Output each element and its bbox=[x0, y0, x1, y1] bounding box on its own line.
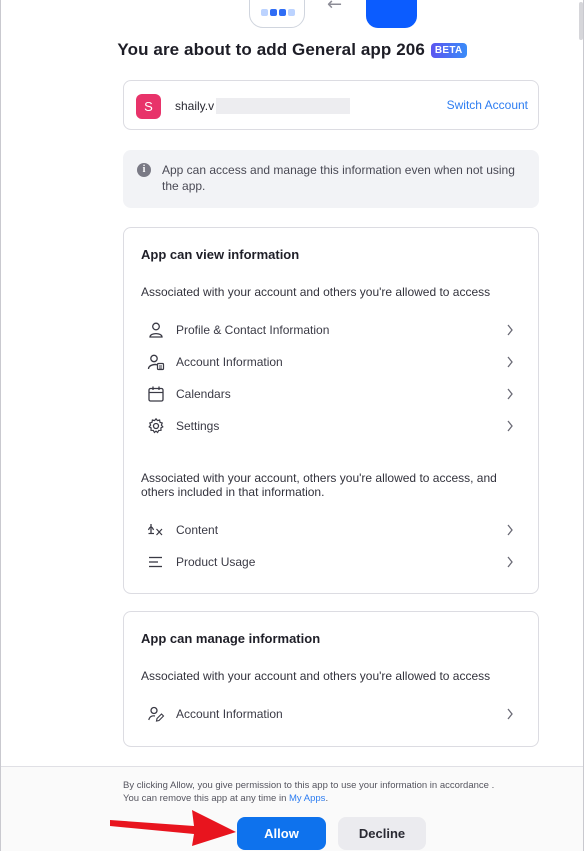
account-name: shaily.v bbox=[175, 99, 215, 113]
permission-settings[interactable] bbox=[141, 414, 524, 438]
permission-label: Content bbox=[176, 523, 219, 537]
permission-label: Account Information bbox=[176, 355, 283, 369]
app-logos bbox=[0, 0, 584, 30]
permission-account-information[interactable] bbox=[141, 350, 524, 374]
manage-subtitle: Associated with your account and others you're allowed to access bbox=[141, 669, 491, 683]
permission-label: Profile & Contact Information bbox=[176, 323, 330, 337]
manage-section-title: App can manage information bbox=[141, 631, 321, 646]
consent-line2-end: . bbox=[325, 793, 329, 804]
page-title-row bbox=[0, 40, 584, 60]
zoom-logo-icon bbox=[366, 0, 417, 28]
consent-line2: You can remove this app at any time in bbox=[123, 793, 287, 804]
page-title: You are about to add General app 206 bbox=[117, 40, 425, 59]
notice-text: App can access and manage this information even when not using the app. bbox=[162, 163, 515, 193]
content-icon bbox=[147, 521, 165, 539]
scrollbar[interactable] bbox=[576, 0, 583, 766]
permission-product-usage[interactable] bbox=[141, 550, 524, 574]
permission-label: Settings bbox=[176, 419, 220, 433]
arrow-left-icon: ← bbox=[327, 0, 343, 15]
view-group2-subtitle: Associated with your account, others you're allowed to access, and others included in that information. bbox=[141, 471, 497, 499]
consent-line1: By clicking Allow, you give permission to this app to use your information in accordance bbox=[123, 780, 489, 791]
permission-label: Calendars bbox=[176, 387, 231, 401]
consent-line1-end: . bbox=[491, 780, 495, 791]
chevron-right-icon bbox=[506, 324, 514, 336]
manage-information-section bbox=[123, 611, 539, 747]
account-card-icon bbox=[147, 353, 165, 371]
calendar-icon bbox=[147, 385, 165, 403]
view-group1-subtitle: Associated with your account and others you're allowed to access bbox=[141, 285, 491, 299]
permission-label: Account Information bbox=[176, 707, 283, 721]
consent-footer bbox=[1, 766, 583, 851]
beta-badge: BETA bbox=[431, 43, 467, 58]
gear-icon bbox=[147, 417, 165, 435]
permission-manage-account-information[interactable] bbox=[141, 702, 524, 726]
info-icon: i bbox=[137, 163, 151, 177]
permission-profile-contact[interactable] bbox=[141, 318, 524, 342]
list-lines-icon bbox=[147, 553, 165, 571]
chevron-right-icon bbox=[506, 556, 514, 568]
person-icon bbox=[147, 321, 165, 339]
permission-calendars[interactable] bbox=[141, 382, 524, 406]
access-notice bbox=[123, 150, 539, 208]
view-information-section bbox=[123, 227, 539, 594]
annotation-arrow-icon bbox=[108, 806, 238, 846]
consent-text bbox=[123, 779, 563, 805]
chevron-right-icon bbox=[506, 708, 514, 720]
chevron-right-icon bbox=[506, 356, 514, 368]
redacted-email bbox=[216, 98, 350, 114]
avatar: S bbox=[136, 94, 161, 119]
decline-button[interactable]: Decline bbox=[338, 817, 426, 850]
chevron-right-icon bbox=[506, 420, 514, 432]
my-apps-link[interactable]: My Apps bbox=[289, 793, 326, 804]
view-section-title: App can view information bbox=[141, 247, 300, 262]
chevron-right-icon bbox=[506, 388, 514, 400]
account-card bbox=[123, 80, 539, 130]
chevron-right-icon bbox=[506, 524, 514, 536]
allow-button[interactable]: Allow bbox=[237, 817, 326, 850]
permission-content[interactable] bbox=[141, 518, 524, 542]
account-edit-icon bbox=[147, 705, 165, 723]
permission-label: Product Usage bbox=[176, 555, 256, 569]
app-logo-icon bbox=[249, 0, 305, 28]
switch-account-link[interactable]: Switch Account bbox=[446, 98, 528, 112]
